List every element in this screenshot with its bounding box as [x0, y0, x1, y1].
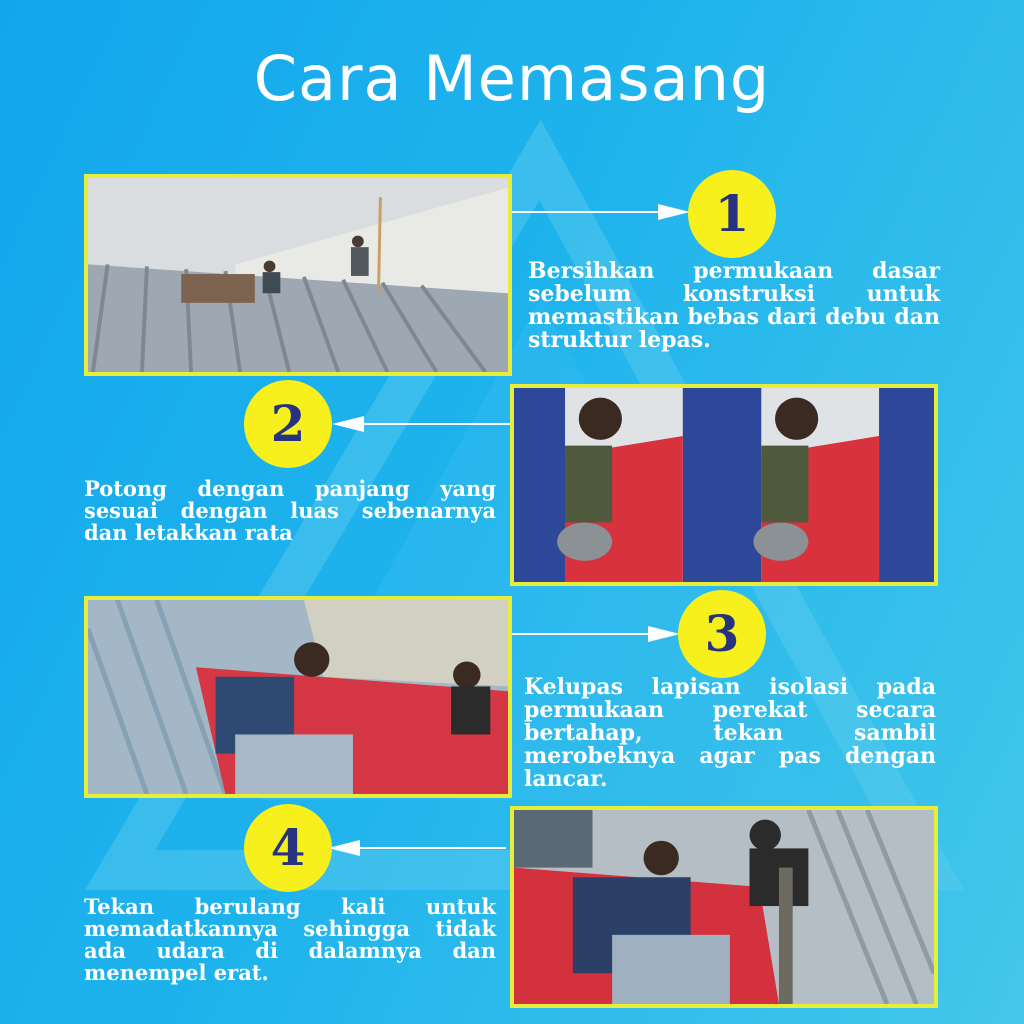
step-1-badge: 1 [688, 170, 776, 258]
step-1-text: Bersihkan permukaan dasar sebelum konstruksi untuk memastikan bebas dari debu dan struktur lepas. [528, 258, 940, 354]
step-2-photo [510, 384, 938, 586]
step-3-arrow [512, 624, 682, 644]
step-2-badge: 2 [244, 380, 332, 468]
step-3-photo [84, 596, 512, 798]
step-4-text: Tekan berulang kali untuk memadatkannya sehingga tidak ada udara di dalamnya dan menempel erat. [84, 894, 496, 986]
step-4-photo [510, 806, 938, 1008]
step-4-badge: 4 [244, 804, 332, 892]
step-2-text: Potong dengan panjang yang sesuai dengan luas sebenarnya dan letakkan rata [84, 476, 496, 546]
step-2-arrow [330, 414, 510, 434]
step-3-badge: 3 [678, 590, 766, 678]
page-title: Cara Memasang [253, 42, 771, 115]
step-1-arrow [512, 202, 692, 222]
step-3-text: Kelupas lapisan isolasi pada permukaan perekat secara bertahap, tekan sambil merobeknya agar pas dengan lancar. [524, 674, 936, 793]
step-4-arrow [326, 838, 506, 858]
step-1-photo [84, 174, 512, 376]
